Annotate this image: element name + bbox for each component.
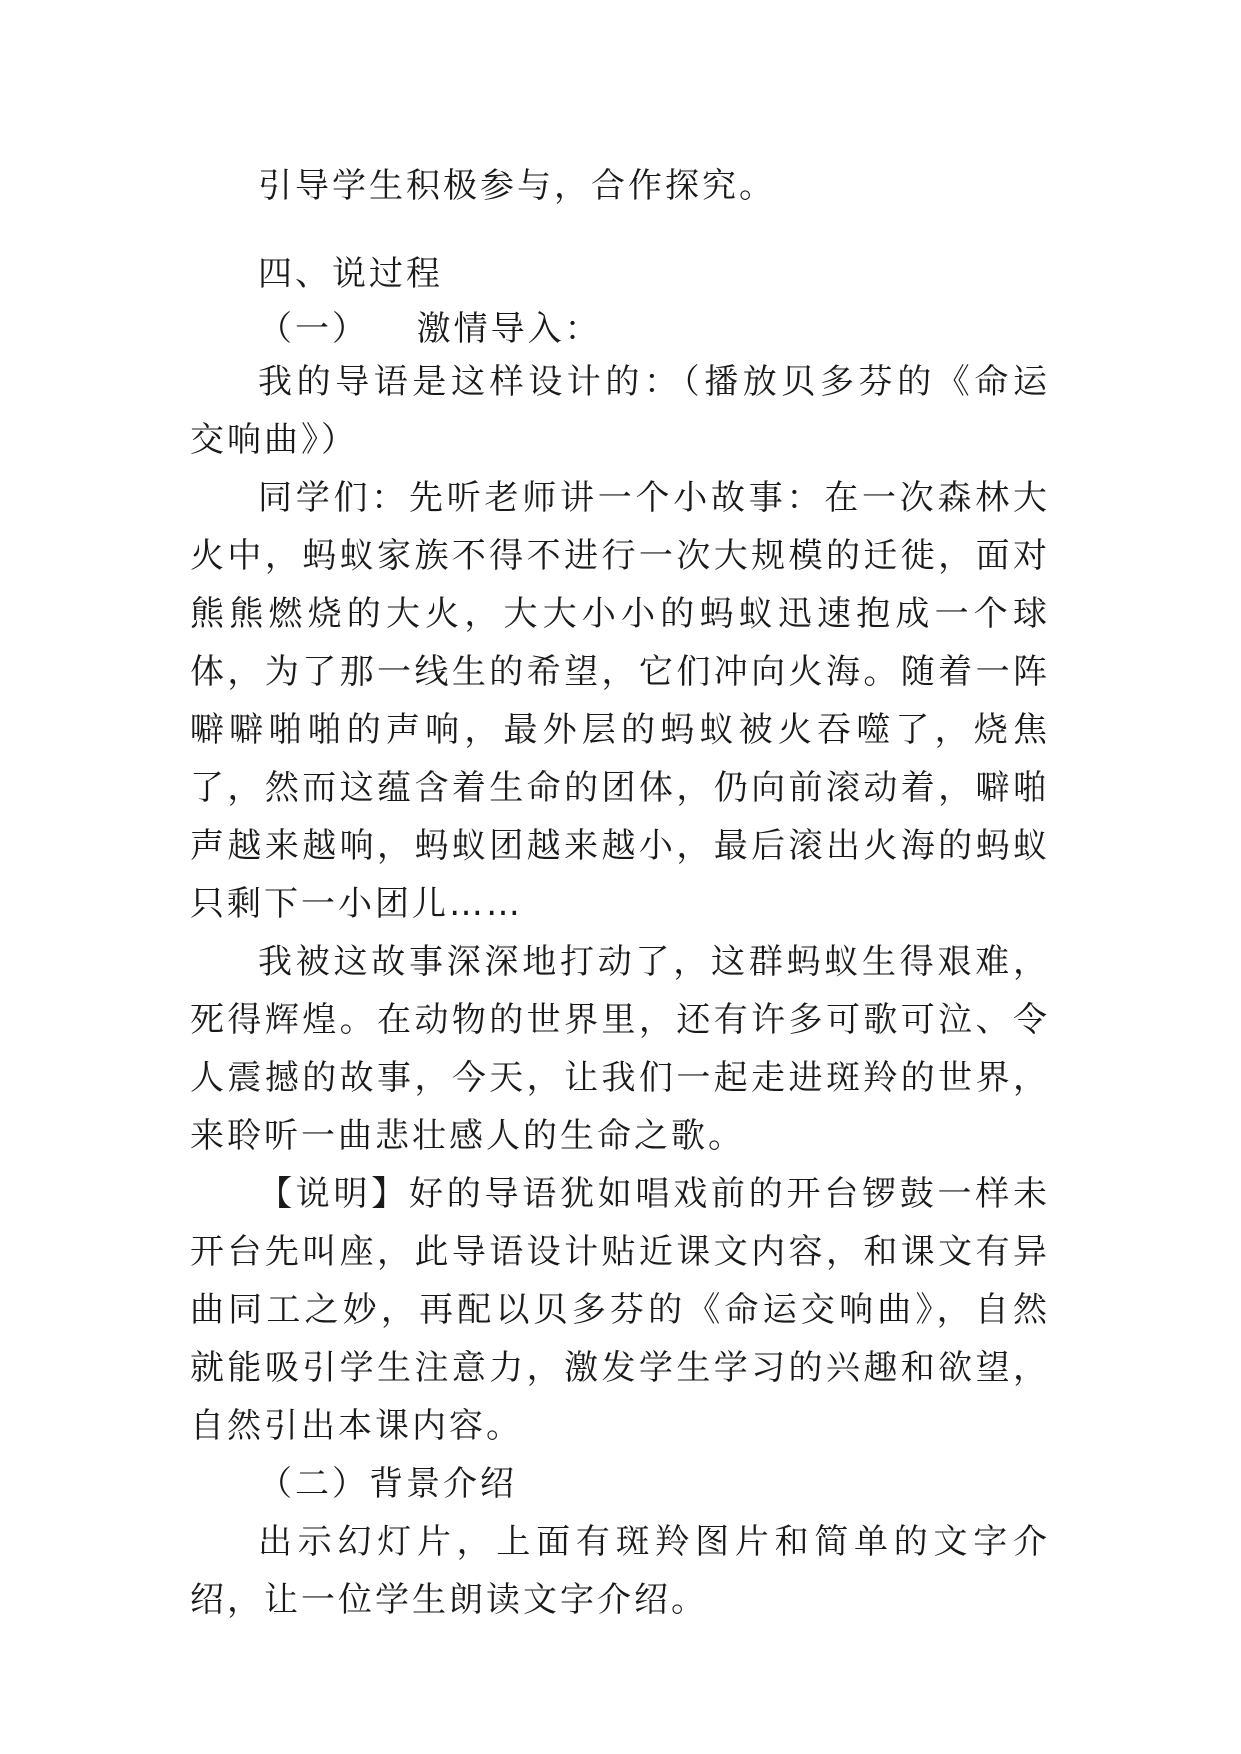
sub-heading-1-text: 激情导入： (416, 309, 602, 349)
paragraph-explanation: 【说明】好的导语犹如唱戏前的开台锣鼓一样未开台先叫座，此导语设计贴近课文内容，和课文有异曲同工之妙，再配以贝多芬的《命运交响曲》，自然就能吸引学生注意力，激发学生学习的兴趣和欲望，自然引出本课内容。 (190, 1174, 1050, 1446)
sub-heading-2: （二）背景介绍 (258, 1464, 517, 1504)
sub-heading-1-label: （一） (258, 309, 369, 349)
intro-sentence: 引导学生积极参与，合作探究。 (258, 166, 776, 206)
section-heading-block (190, 245, 1050, 303)
paragraph-reflection: 我被这故事深深地打动了，这群蚂蚁生得艰难，死得辉煌。在动物的世界里，还有许多可歌可泣、令人震撼的故事，今天，让我们一起走进斑羚的世界，来聆听一曲悲壮感人的生命之歌。 (190, 942, 1050, 1156)
paragraph-ant-story: 同学们：先听老师讲一个小故事：在一次森林大火中，蚂蚁家族不得不进行一次大规模的迁徙，面对熊熊燃烧的大火，大大小小的蚂蚁迅速抱成一个球体，为了那一线生的希望，它们冲向火海。随着一阵噼噼啪啪的声响，最外层的蚂蚁被火吞噬了，烧焦了，然而这蕴含着生命的团体，仍向前滚动着，噼啪声越来越响，蚂蚁团越来越小，最后滚出火海的蚂蚁只剩下一小团儿…… (190, 478, 1050, 924)
paragraph-background: 出示幻灯片，上面有斑羚图片和简单的文字介绍，让一位学生朗读文字介绍。 (190, 1522, 1050, 1620)
sub-heading-1-block (190, 300, 1050, 358)
paragraph-intro-design: 我的导语是这样设计的：（播放贝多芬的《命运交响曲》） (190, 362, 1050, 460)
line-intro (190, 157, 1050, 215)
body-text (190, 353, 1050, 1629)
section-heading: 四、说过程 (258, 254, 443, 294)
sub-heading-1 (190, 300, 1050, 358)
